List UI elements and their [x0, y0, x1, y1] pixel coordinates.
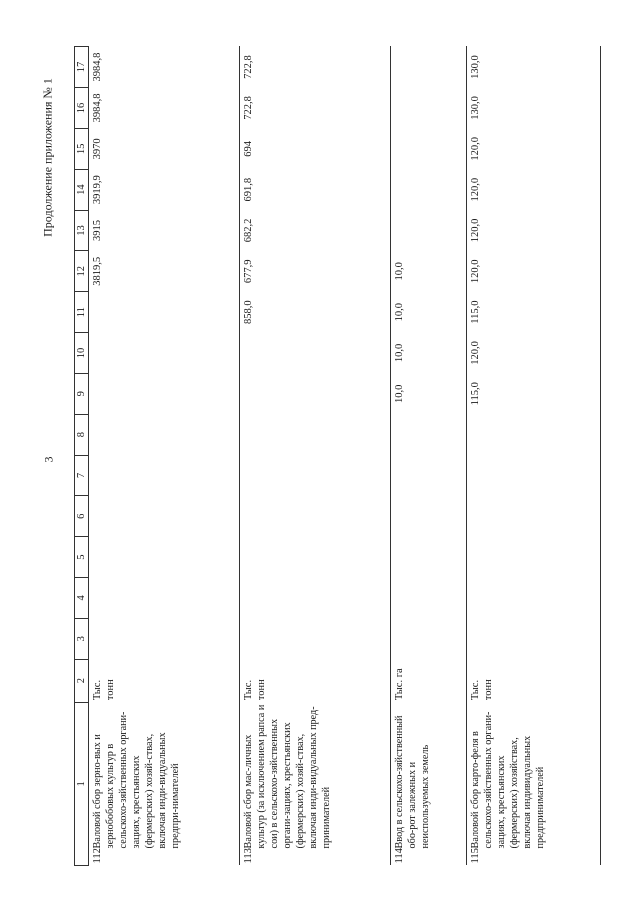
value-cell: 115,0: [467, 373, 601, 414]
table-row: [467, 47, 601, 866]
value-cell: [467, 578, 601, 619]
value-cell: [391, 128, 467, 169]
table-header-row: [75, 47, 89, 866]
value-cell: [89, 333, 240, 374]
value-cell: [391, 210, 467, 251]
row-number: 113.: [240, 850, 391, 865]
value-cell: [467, 414, 601, 455]
value-cell: 677,9: [240, 251, 391, 292]
value-cell: [89, 537, 240, 578]
header-cell-17: 17: [75, 47, 89, 88]
value-cell: [240, 333, 391, 374]
value-cell: 120,0: [467, 333, 601, 374]
header-cell-16: 16: [75, 88, 89, 129]
header-cell-6: 6: [75, 496, 89, 537]
value-cell: [391, 88, 467, 129]
row-number: 115.: [467, 850, 601, 865]
header-cell-15: 15: [75, 128, 89, 169]
value-cell: 858,0: [240, 292, 391, 333]
indicators-table: [74, 46, 601, 866]
value-cell: 3970: [89, 128, 240, 169]
header-cell-1: 1: [75, 702, 89, 865]
value-cell: [240, 537, 391, 578]
value-cell: 691,8: [240, 169, 391, 210]
value-cell: [391, 169, 467, 210]
value-cell: 120,0: [467, 251, 601, 292]
table-row: [240, 47, 391, 866]
value-cell: [391, 537, 467, 578]
value-cell: [467, 618, 601, 659]
header-cell-3: 3: [75, 618, 89, 659]
value-cell: [391, 47, 467, 88]
header-cell-8: 8: [75, 414, 89, 455]
indicator-name: Валовой сбор карто-феля в сельскохо-зяйственных органи-зациях, крестьянских (фермерских) хозяйствах, включая индивидуальных предпринимателей: [467, 702, 601, 850]
unit-cell: Тыс. тонн: [89, 659, 240, 702]
value-cell: [240, 373, 391, 414]
unit-cell: Тыс. га: [391, 659, 467, 702]
value-cell: 722,8: [240, 47, 391, 88]
value-cell: [240, 618, 391, 659]
value-cell: 120,0: [467, 128, 601, 169]
value-cell: [240, 414, 391, 455]
value-cell: [391, 455, 467, 496]
value-cell: [89, 618, 240, 659]
header-cell-5: 5: [75, 537, 89, 578]
value-cell: [89, 373, 240, 414]
value-cell: [89, 578, 240, 619]
unit-cell: Тыс. тонн: [240, 659, 391, 702]
value-cell: [89, 496, 240, 537]
page-number: 3: [41, 456, 56, 463]
rotated-table-page: [74, 46, 546, 866]
value-cell: 10,0: [391, 251, 467, 292]
table-row: [89, 47, 240, 866]
header-cell-4: 4: [75, 578, 89, 619]
value-cell: [240, 455, 391, 496]
value-cell: [240, 578, 391, 619]
value-cell: [467, 455, 601, 496]
value-cell: 10,0: [391, 333, 467, 374]
value-cell: [391, 578, 467, 619]
value-cell: 3919,9: [89, 169, 240, 210]
value-cell: [467, 496, 601, 537]
continuation-caption: Продолжение приложения № 1: [40, 78, 55, 237]
value-cell: 694: [240, 128, 391, 169]
unit-cell: Тыс. тонн: [467, 659, 601, 702]
value-cell: [467, 537, 601, 578]
indicator-name: Ввод в сельскохо-зяйственный обо-рот залежных и неиспользуемых земель: [391, 702, 467, 850]
header-cell-10: 10: [75, 333, 89, 374]
value-cell: 3984,8: [89, 47, 240, 88]
header-cell-2: 2: [75, 659, 89, 702]
value-cell: 3915: [89, 210, 240, 251]
value-cell: [391, 618, 467, 659]
value-cell: [391, 414, 467, 455]
value-cell: 130,0: [467, 88, 601, 129]
value-cell: 130,0: [467, 47, 601, 88]
value-cell: 120,0: [467, 210, 601, 251]
indicator-name: Валовой сбор мас-личных культур (за исключением рапса и сои) в сельскохо-зяйственных органи-зациях, крестьянских (фермерских) хозяй-ствах, включая инди-видуальных пред-принимателей: [240, 702, 391, 850]
header-cell-13: 13: [75, 210, 89, 251]
value-cell: 682,2: [240, 210, 391, 251]
value-cell: 722,8: [240, 88, 391, 129]
header-cell-9: 9: [75, 373, 89, 414]
value-cell: [240, 496, 391, 537]
header-cell-12: 12: [75, 251, 89, 292]
value-cell: [89, 455, 240, 496]
value-cell: 3819,5: [89, 251, 240, 292]
indicator-name: Валовой сбор зерно-вых и зернобобовых культур в сельскохо-зяйственных органи-зациях, крестьянских (фермерских) хозяй-ствах, включая инди-видуальных предпри-нимателей: [89, 702, 240, 850]
value-cell: 120,0: [467, 169, 601, 210]
value-cell: [89, 414, 240, 455]
value-cell: [391, 496, 467, 537]
table-row: [391, 47, 467, 866]
row-number: 112.: [89, 850, 240, 865]
header-cell-7: 7: [75, 455, 89, 496]
value-cell: [89, 292, 240, 333]
value-cell: 115,0: [467, 292, 601, 333]
header-cell-11: 11: [75, 292, 89, 333]
value-cell: 3984,8: [89, 88, 240, 129]
value-cell: 10,0: [391, 292, 467, 333]
row-number: 114.: [391, 850, 467, 865]
value-cell: 10,0: [391, 373, 467, 414]
header-cell-14: 14: [75, 169, 89, 210]
